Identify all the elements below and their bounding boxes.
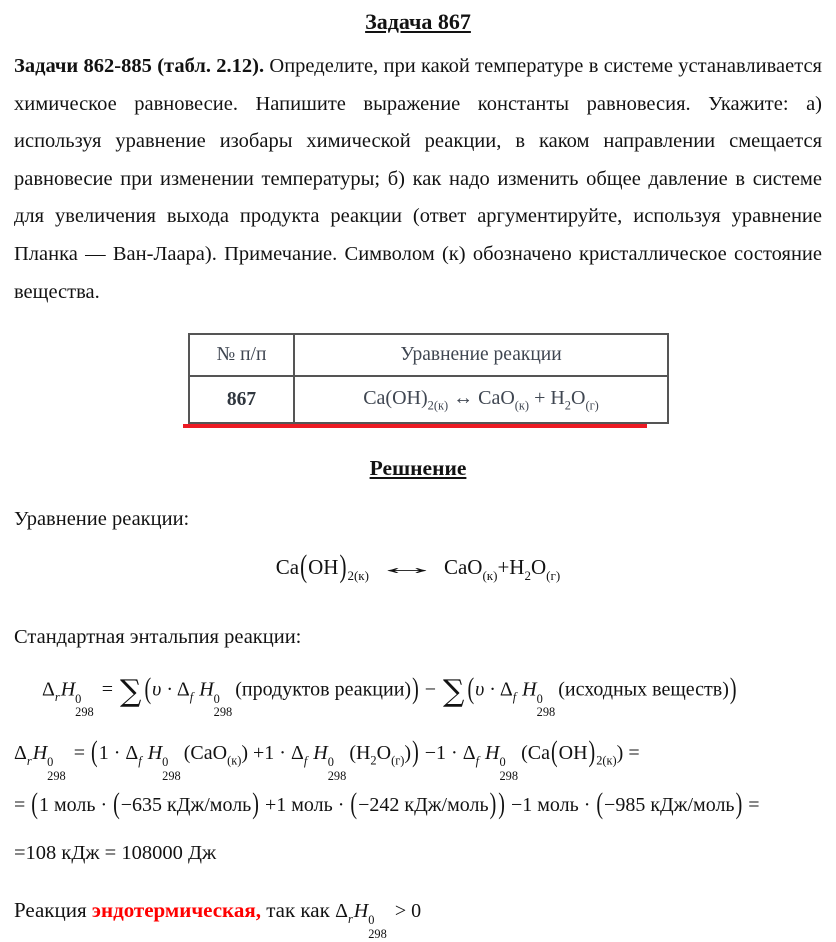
table-cell-number: 867 xyxy=(189,376,294,423)
formula-token: H xyxy=(60,678,76,701)
formula-token: O xyxy=(376,742,392,765)
supsub-token: 0 298 xyxy=(327,755,347,784)
solution-heading: Решнение xyxy=(369,456,467,481)
main-reaction-equation xyxy=(14,548,822,594)
formula-token: OH xyxy=(558,742,588,765)
formula-token: 2(к) xyxy=(596,753,617,768)
formula-token: 1 моль · xyxy=(38,793,113,816)
formula-token: ( xyxy=(144,672,152,706)
formula-token: ∑ xyxy=(443,674,465,710)
formula-token: +1 моль · xyxy=(259,793,350,816)
page-title: Задача 867 xyxy=(365,9,471,34)
formula-token: υ xyxy=(152,678,162,701)
formula-token: −242 кДж/моль xyxy=(358,793,489,816)
formula-token: ( xyxy=(300,548,308,585)
formula-token: f xyxy=(138,753,142,768)
formula-token: (к) xyxy=(482,568,498,583)
formula-token: (H xyxy=(349,742,371,765)
formula-token: f xyxy=(303,753,308,768)
formula-token: ) xyxy=(729,672,737,706)
formula-token: (исходных веществ) xyxy=(558,678,729,701)
formula-token: ) xyxy=(339,548,347,585)
formula-enthalpy-numeric xyxy=(14,787,822,828)
intro-lead-bold: Задачи 862-885 (табл. 2.12). xyxy=(14,55,265,77)
table-header-equation: Уравнение реакции xyxy=(294,334,668,376)
supsub-token: 0 298 xyxy=(162,755,181,784)
formula-token: · Δ xyxy=(484,678,513,701)
supsub-token: 0 298 xyxy=(47,755,66,784)
formula-token: ) +1 · Δ xyxy=(241,742,304,765)
formula-token: f xyxy=(512,690,517,705)
formula-token: −1 моль · xyxy=(505,793,596,816)
formula-token: 2(к) xyxy=(347,568,369,583)
formula-token: (CaO xyxy=(183,742,228,765)
formula-token: ( xyxy=(350,787,358,821)
formula-token: · Δ xyxy=(161,678,190,701)
formula-token: r xyxy=(54,690,60,705)
formula-token: Ca(OH) xyxy=(363,387,428,410)
formula-enthalpy-substituted xyxy=(14,736,822,784)
table-header-number: № п/п xyxy=(189,334,294,376)
supsub-token: 0 298 xyxy=(75,691,94,720)
formula-token: ) xyxy=(404,742,412,765)
conclusion-highlight-red: эндотермическая, xyxy=(91,897,261,922)
formula-token: 1 · Δ xyxy=(98,742,139,765)
formula-token: ∑ xyxy=(120,674,142,710)
supsub-token: 0 298 xyxy=(499,755,519,784)
formula-token: H xyxy=(517,678,537,701)
formula-token: (продуктов реакции) xyxy=(235,678,412,701)
formula-token: ( xyxy=(31,787,38,821)
enthalpy-label: Стандартная энтальпия реакции: xyxy=(14,626,302,649)
intro-body-text: Определите, при какой температуре в системе устанавливается химическое равновесие. Напишите выражение константы равновесия. Укажите: а) используя уравнение изобары химической реакции, в каком направлении смещается равновесие при изменении температуры; б) как надо изменить общее давление в системе для увеличения выхода продукта реакции (ответ аргументируйте, используя уравнение Планка — Ван-Лаара). Примечание. Символом (к) обозначено кристаллическое состояние вещества. xyxy=(14,55,822,303)
formula-token: ) xyxy=(412,736,419,770)
formula-token: ) xyxy=(412,672,419,706)
formula-token: = xyxy=(68,742,91,765)
formula-token: − xyxy=(419,678,442,701)
supsub-token: 0 298 xyxy=(368,912,387,941)
formula-token: ( xyxy=(467,672,475,706)
formula-token: +H xyxy=(497,555,525,580)
formula-token: ( xyxy=(550,736,558,770)
equation-label: Уравнение реакции: xyxy=(14,508,190,531)
formula-token: ) xyxy=(252,787,259,821)
formula-token: H xyxy=(194,678,214,701)
supsub-token: 0 298 xyxy=(213,691,233,720)
formula-token: f xyxy=(475,753,480,768)
table-header-row xyxy=(189,334,668,376)
formula-token: Δ xyxy=(14,742,27,765)
formula-token: Δ xyxy=(335,899,348,922)
formula-enthalpy-result xyxy=(14,840,822,868)
formula-token: ( xyxy=(596,787,604,821)
formula-token: =108 кДж = 108000 Дж xyxy=(14,841,217,864)
formula-token: H xyxy=(142,742,163,765)
formula-token: ( xyxy=(113,787,120,821)
formula-token: 2 xyxy=(524,568,531,583)
conclusion-prefix: Реакция xyxy=(14,897,92,922)
formula-token: (к) xyxy=(227,753,242,768)
formula-token: > 0 xyxy=(389,899,422,922)
formula-token: (г) xyxy=(585,398,599,413)
formula-token: O xyxy=(531,555,547,580)
formula-enthalpy-general xyxy=(14,672,822,720)
formula-token: r xyxy=(26,753,32,768)
conclusion-condition-formula xyxy=(335,899,422,941)
formula-token: (г) xyxy=(391,753,405,768)
formula-token: ( xyxy=(91,736,98,770)
formula-token: H xyxy=(308,742,328,765)
formula-token: CaO xyxy=(443,555,483,580)
supsub-token: 0 298 xyxy=(536,691,556,720)
formula-token: ↔ CaO xyxy=(448,387,515,410)
formula-token: ) xyxy=(735,787,743,821)
intro-paragraph xyxy=(14,48,822,311)
formula-token: Δ xyxy=(42,678,55,701)
formula-token: = xyxy=(96,678,119,701)
formula-token: −635 кДж/моль xyxy=(120,793,252,816)
formula-token: = xyxy=(743,793,760,816)
formula-token: O xyxy=(571,387,586,410)
table-cell-equation xyxy=(294,376,668,423)
formula-token: (Ca xyxy=(521,742,550,765)
formula-token: (г) xyxy=(546,568,561,583)
formula-token: + H xyxy=(529,387,565,410)
formula-token: ) xyxy=(588,736,596,770)
reaction-table xyxy=(188,333,669,424)
reaction-table-block xyxy=(14,333,822,428)
formula-token: H xyxy=(480,742,500,765)
formula-token: = xyxy=(14,793,31,816)
conclusion-line xyxy=(14,895,822,942)
formula-token: ) = xyxy=(616,742,640,765)
formula-token: 2 xyxy=(564,398,571,413)
formula-token: f xyxy=(189,690,194,705)
formula-token: r xyxy=(347,911,353,926)
formula-token: (к) xyxy=(514,398,530,413)
formula-token: H xyxy=(32,742,48,765)
red-underline-rule xyxy=(183,424,647,428)
formula-token: −1 · Δ xyxy=(419,742,476,765)
formula-token: ) xyxy=(498,787,505,821)
formula-token: υ xyxy=(475,678,485,701)
formula-token: ) xyxy=(489,787,497,821)
formula-token: Ca xyxy=(275,555,300,580)
formula-token: ↔ xyxy=(373,555,440,580)
formula-token: 2(к) xyxy=(427,398,449,413)
formula-token: 2 xyxy=(370,753,377,768)
formula-token: OH xyxy=(308,555,339,580)
table-row xyxy=(189,376,668,423)
formula-token: H xyxy=(353,899,369,922)
conclusion-middle: так как xyxy=(260,897,336,922)
formula-token: −985 кДж/моль xyxy=(604,793,735,816)
